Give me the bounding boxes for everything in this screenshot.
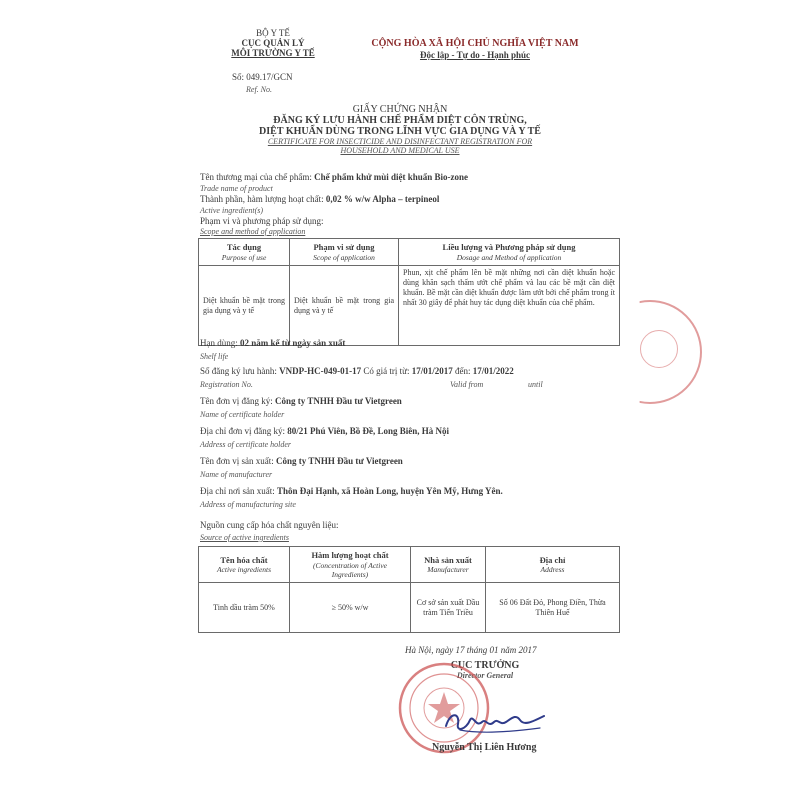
registration-value: VNDP-HC-049-01-17 — [279, 366, 362, 376]
holder-address-label: Địa chỉ đơn vị đăng ký: — [200, 426, 285, 436]
title-line1: GIẤY CHỨNG NHẬN — [352, 104, 448, 115]
registration-label: Số đăng ký lưu hành: — [200, 366, 277, 376]
trade-name-row — [200, 172, 620, 182]
source-table-header — [199, 547, 620, 583]
scope-header-method: Liều lượng và Phương pháp sử dụng Dosage and Method of application — [399, 239, 620, 266]
valid-from-label: Có giá trị từ: — [363, 366, 410, 376]
manufacturer-label: Tên đơn vị sản xuất: — [200, 456, 274, 466]
ingredients-row — [200, 194, 620, 204]
valid-until-label: đến: — [455, 366, 471, 376]
scope-scope-cell: Diệt khuẩn bề mặt trong gia dụng và y tế — [290, 266, 399, 346]
title-line3: DIỆT KHUẨN DÙNG TRONG LĨNH VỰC GIA DỤNG VÀ Y TẾ — [259, 126, 541, 137]
trade-name-en: Trade name of product — [200, 184, 273, 193]
scope-label: Phạm vi và phương pháp sử dụng: — [200, 216, 324, 226]
handwritten-signature — [440, 700, 550, 740]
ingredients-label: Thành phần, hàm lượng hoạt chất: — [200, 194, 324, 204]
scope-header-scope: Phạm vi sử dụng Scope of application — [290, 239, 399, 266]
holder-address-en: Address of certificate holder — [200, 440, 292, 449]
title-en-line2: HOUSEHOLD AND MEDICAL USE — [340, 146, 460, 155]
header-left — [218, 28, 328, 58]
scope-table-header — [199, 239, 620, 266]
ref-number: Số: 049.17/GCN — [232, 72, 293, 82]
holder-row — [200, 396, 402, 406]
ministry-name: BỘ Y TẾ — [256, 28, 290, 38]
source-en: Source of active ingredients — [200, 533, 289, 542]
source-table — [198, 546, 620, 633]
source-label: Nguồn cung cấp hóa chất nguyên liệu: — [200, 520, 339, 530]
ingredients-value: 0,02 % w/w Alpha – terpineol — [325, 194, 440, 204]
valid-until-en: until — [528, 380, 543, 389]
registration-row — [200, 366, 630, 376]
holder-address-value: 80/21 Phú Viên, Bồ Đề, Long Biên, Hà Nội — [287, 426, 450, 436]
title-en-line1: CERTIFICATE FOR INSECTICIDE AND DISINFECTANT REGISTRATION FOR — [267, 137, 533, 146]
table-row — [199, 583, 620, 633]
side-stamp-inner — [640, 330, 678, 368]
motto: Độc lập - Tự do - Hạnh phúc — [419, 50, 530, 60]
scope-method-cell: Phun, xịt chế phẩm lên bề mặt những nơi cần diệt khuẩn hoặc dùng khăn sạch thấm ướt chế phẩm và lau các bề mặt cần diệt khuẩn. Bề mặt cần diệt khuẩn được làm ướt bởi chế phẩm trong ít nhất 30 giây để phát huy tác dụng diệt khuẩn của chế phẩm. — [399, 266, 620, 346]
shelf-life-label: Hạn dùng: — [200, 338, 238, 348]
country-name: CỘNG HÒA XÃ HỘI CHỦ NGHĨA VIỆT NAM — [371, 38, 579, 49]
site-value: Thôn Đại Hạnh, xã Hoàn Long, huyện Yên Mỹ, Hưng Yên. — [277, 486, 503, 496]
shelf-life-row — [200, 338, 345, 348]
holder-en: Name of certificate holder — [200, 410, 285, 419]
source-header-concentration: Hàm lượng hoạt chất (Concentration of Active Ingredients) — [290, 547, 411, 583]
header-right — [340, 38, 610, 60]
source-address-cell: Số 06 Đất Đỏ, Phong Điền, Thừa Thiên Huế — [486, 583, 620, 633]
department-line2: MÔI TRƯỜNG Y TẾ — [231, 48, 315, 58]
trade-name-label: Tên thương mại của chế phẩm: — [200, 172, 312, 182]
holder-label: Tên đơn vị đăng ký: — [200, 396, 273, 406]
director-title-vi: CỤC TRƯỞNG — [450, 660, 520, 671]
scope-en: Scope and method of application — [200, 227, 306, 236]
valid-until-value: 17/01/2022 — [472, 366, 514, 376]
site-label: Địa chỉ nơi sản xuất: — [200, 486, 275, 496]
title-line2: ĐĂNG KÝ LƯU HÀNH CHẾ PHẨM DIỆT CÔN TRÙNG, — [273, 115, 527, 126]
holder-address-row — [200, 426, 449, 436]
department-line1: CỤC QUẢN LÝ — [241, 38, 305, 48]
site-row — [200, 486, 503, 496]
table-row — [199, 266, 620, 346]
ref-label: Ref. No. — [246, 85, 272, 94]
manufacturer-en: Name of manufacturer — [200, 470, 273, 479]
registration-en: Registration No. — [200, 380, 253, 389]
trade-name-value: Chế phẩm khử mùi diệt khuẩn Bio-zone — [314, 172, 469, 182]
place-date: Hà Nội, ngày 17 tháng 01 năm 2017 — [405, 645, 537, 655]
signatory-name: Nguyễn Thị Liên Hương — [432, 742, 537, 753]
ingredients-en: Active ingredient(s) — [200, 206, 264, 215]
source-concentration-cell: ≥ 50% w/w — [290, 583, 411, 633]
source-header-address: Địa chỉ Address — [486, 547, 620, 583]
holder-value: Công ty TNHH Đầu tư Vietgreen — [275, 396, 402, 406]
certificate-title — [180, 104, 620, 155]
manufacturer-row — [200, 456, 403, 466]
source-header-name: Tên hóa chất Active ingredients — [199, 547, 290, 583]
scope-header-purpose: Tác dụng Purpose of use — [199, 239, 290, 266]
site-en: Address of manufacturing site — [200, 500, 296, 509]
source-header-manufacturer: Nhà sản xuất Manufacturer — [411, 547, 486, 583]
manufacturer-value: Công ty TNHH Đầu tư Vietgreen — [276, 456, 403, 466]
scope-purpose-cell: Diệt khuẩn bề mặt trong gia dụng và y tế — [199, 266, 290, 346]
source-manufacturer-cell: Cơ sở sản xuất Dầu tràm Tiến Triều — [411, 583, 486, 633]
valid-from-value: 17/01/2017 — [411, 366, 453, 376]
director-title-en: Director General — [456, 671, 514, 680]
source-name-cell: Tinh dầu tràm 50% — [199, 583, 290, 633]
shelf-life-en: Shelf life — [200, 352, 229, 361]
scope-table — [198, 238, 620, 346]
valid-from-en: Valid from — [450, 380, 484, 389]
shelf-life-value: 02 năm kể từ ngày sản xuất — [240, 338, 346, 348]
